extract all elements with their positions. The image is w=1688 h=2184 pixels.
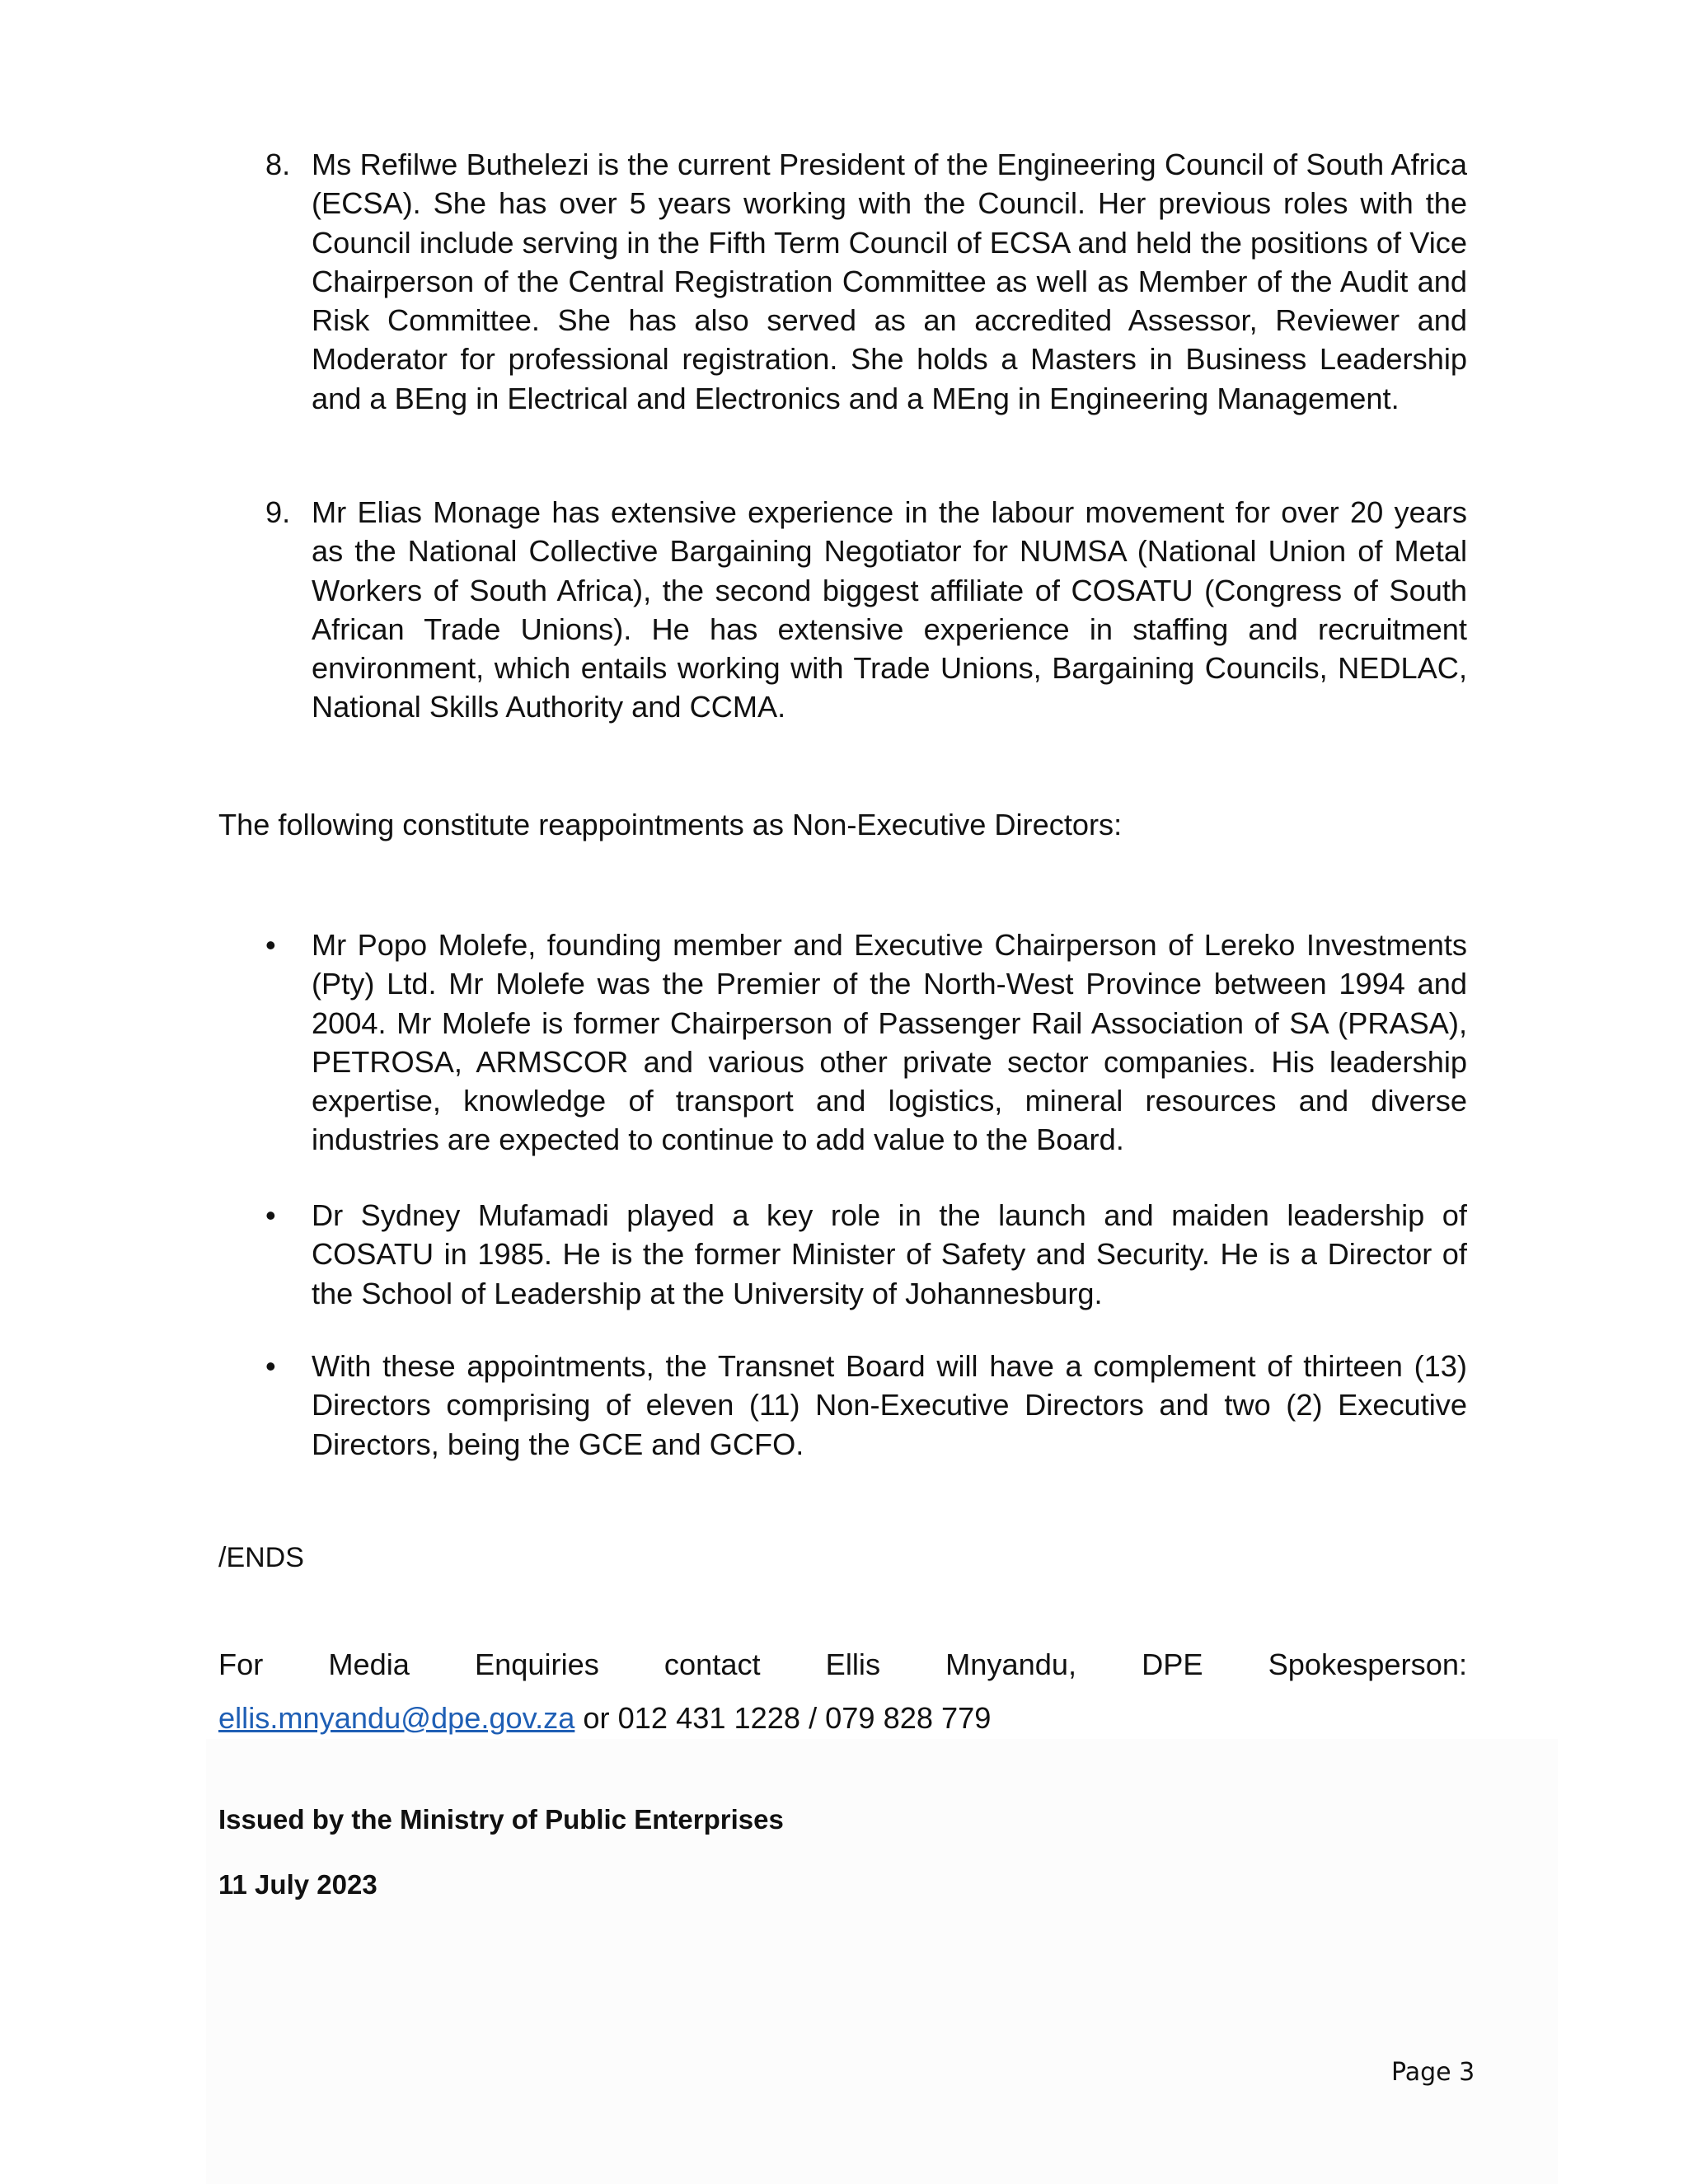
numbered-paragraph-9: Mr Elias Monage has extensive experience in the labour movement for over 20 years as the National Collective Bargaining Negotiator for NUMSA (National Union of Metal Workers of South Africa), the second biggest affiliate of COSATU (Congress of South African Trade Unions). He has extensive experience in staffing and recruitment environment, which entails working with Trade Unions, Bargaining Councils, NEDLAC, National Skills Authority and CCMA. (312, 495, 1467, 724)
issued-by: Issued by the Ministry of Public Enterprises (218, 1804, 784, 1835)
numbered-paragraph-8: Ms Refilwe Buthelezi is the current President of the Engineering Council of South Africa (ECSA). She has over 5 years working with the Council. Her previous roles with the Council include serving in the Fifth Term Council of ECSA and held the positions of Vice Chairperson of the Central Registration Committee as well as Member of the Audit and Risk Committee. She has also served as an accredited Assessor, Reviewer and Moderator for professional registration. She holds a Masters in Business Leadership and a BEng in Electrical and Electronics and a MEng in Engineering Management. (312, 148, 1467, 415)
media-contact-line (218, 1699, 991, 1737)
bullet-paragraph-mufamadi: Dr Sydney Mufamadi played a key role in the launch and maiden leadership of COSATU in 1985. He is the former Minister of Safety and Security. He is a Director of the School of Leadership at the University of Johannesburg. (312, 1198, 1467, 1310)
reappointments-heading: The following constitute reappointments as Non-Executive Directors: (218, 808, 1123, 841)
bullet-icon: • (265, 1198, 276, 1232)
issue-date: 11 July 2023 (218, 1869, 377, 1900)
list-number-9: 9. (265, 495, 291, 529)
page-number: Page 3 (1391, 2058, 1475, 2087)
ends-marker: /ENDS (218, 1542, 304, 1573)
bullet-paragraph-complement: With these appointments, the Transnet Board will have a complement of thirteen (13) Directors comprising of eleven (11) Non-Executive Directors and two (2) Executive Directors, being the GCE and GCFO. (312, 1349, 1467, 1461)
media-enquiries-line: For Media Enquiries contact Ellis Mnyandu, DPE Spokesperson: (218, 1647, 1467, 1681)
bullet-paragraph-molefe: Mr Popo Molefe, founding member and Executive Chairperson of Lereko Investments (Pty) Ltd. Mr Molefe was the Premier of the North-West Province between 1994 and 2004. Mr Molefe is former Chairperson of Passenger Rail Association of SA (PRASA), PETROSA, ARMSCOR and various other private sector companies. His leadership expertise, knowledge of transport and logistics, mineral resources and diverse industries are expected to continue to add value to the Board. (312, 928, 1467, 1157)
bullet-icon: • (265, 1349, 276, 1383)
media-phone-numbers: or 012 431 1228 / 079 828 779 (574, 1701, 992, 1735)
bullet-icon: • (265, 928, 276, 962)
list-number-8: 8. (265, 148, 291, 181)
media-email-link[interactable]: ellis.mnyandu@dpe.gov.za (218, 1701, 575, 1735)
